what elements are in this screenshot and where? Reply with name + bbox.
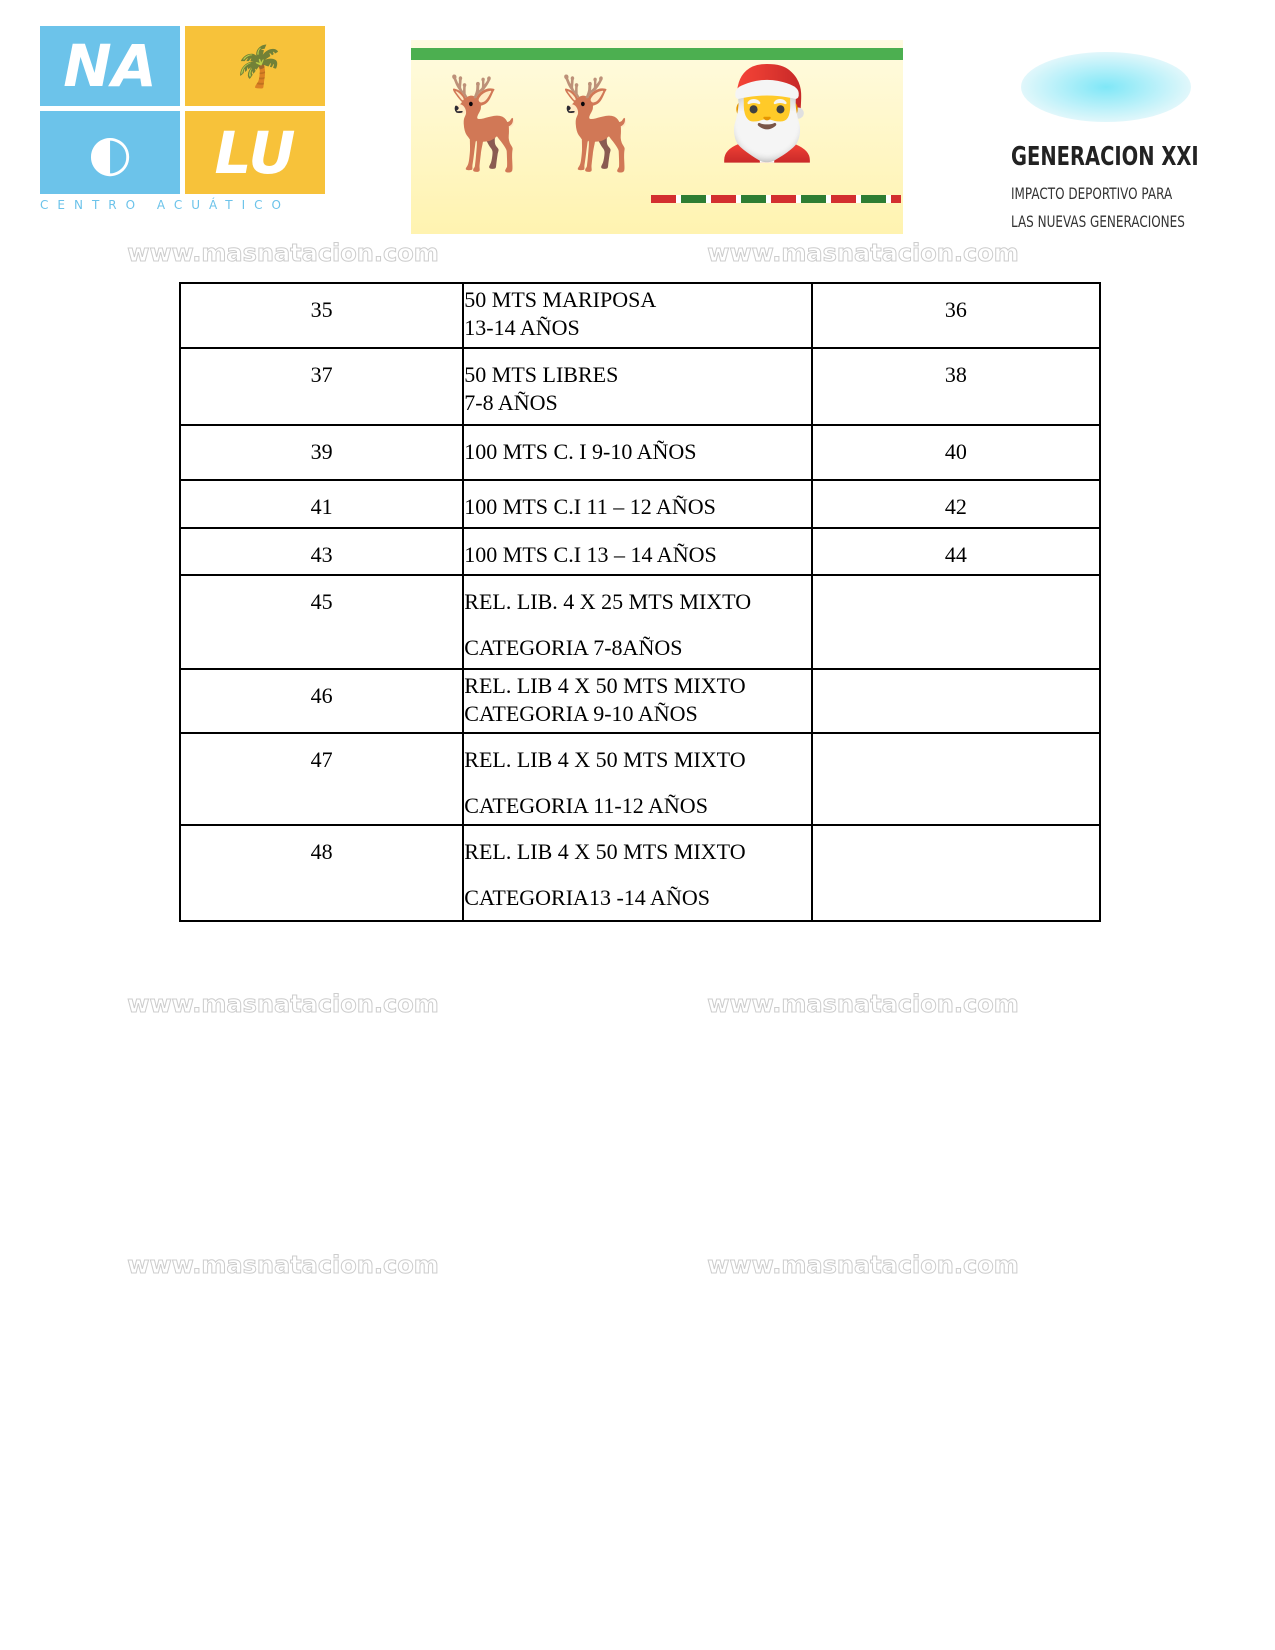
event-number-left: 37 [180, 348, 463, 425]
event-line: 100 MTS C.I 11 – 12 AÑOS [464, 494, 716, 519]
logo-text-na: NA [40, 26, 180, 106]
event-number-left: 39 [180, 425, 463, 480]
logo-text-lu: LU [185, 111, 325, 194]
event-line: CATEGORIA 9-10 AÑOS [464, 701, 698, 726]
event-line: 100 MTS C.I 13 – 14 AÑOS [464, 542, 717, 567]
event-number-right [812, 825, 1100, 921]
event-number-right: 44 [812, 528, 1100, 575]
event-number-left: 48 [180, 825, 463, 921]
logo-subtitle: CENTRO ACUÁTICO [40, 198, 290, 212]
event-number-right [812, 733, 1100, 825]
generacion-xxi-logo [991, 42, 1223, 237]
table-row [180, 575, 1100, 669]
event-line: CATEGORIA13 -14 AÑOS [464, 885, 710, 910]
event-line: CATEGORIA 7-8AÑOS [464, 635, 683, 660]
event-number-right: 36 [812, 283, 1100, 348]
event-line: 13-14 AÑOS [464, 315, 580, 340]
table-row [180, 528, 1100, 575]
event-description [463, 575, 811, 669]
event-number-left: 46 [180, 669, 463, 733]
logo-tagline-1: IMPACTO DEPORTIVO PARA [1011, 184, 1173, 203]
event-description [463, 283, 811, 348]
palm-tree-icon: 🌴 [185, 26, 325, 106]
event-line: REL. LIB 4 X 50 MTS MIXTO [464, 747, 746, 772]
event-line: 100 MTS C. I 9-10 AÑOS [464, 439, 697, 464]
event-number-right: 38 [812, 348, 1100, 425]
event-number-right: 42 [812, 480, 1100, 528]
events-table [179, 282, 1101, 922]
event-number-left: 41 [180, 480, 463, 528]
watermark: www.masnatacion.com [127, 239, 439, 267]
table-row [180, 733, 1100, 825]
table-row [180, 425, 1100, 480]
watermark: www.masnatacion.com [127, 990, 439, 1018]
lane-rope [651, 195, 901, 203]
table-row [180, 825, 1100, 921]
table-row [180, 283, 1100, 348]
watermark: www.masnatacion.com [707, 1251, 1019, 1279]
watermark: www.masnatacion.com [707, 990, 1019, 1018]
event-line: CATEGORIA 11-12 AÑOS [464, 793, 708, 818]
event-number-left: 47 [180, 733, 463, 825]
table-row [180, 669, 1100, 733]
event-line: REL. LIB. 4 X 25 MTS MIXTO [464, 589, 752, 614]
wave-icon: ◐ [40, 111, 180, 194]
crown-emblem-icon [1021, 52, 1191, 122]
event-description [463, 733, 811, 825]
nalu-logo [40, 26, 325, 219]
garland [411, 48, 903, 60]
event-line: REL. LIB 4 X 50 MTS MIXTO [464, 839, 746, 864]
event-line: 7-8 AÑOS [464, 390, 558, 415]
event-description [463, 348, 811, 425]
event-description [463, 825, 811, 921]
event-description [463, 669, 811, 733]
santa-icon: 🎅 [711, 65, 824, 164]
event-line: 50 MTS LIBRES [464, 362, 619, 387]
event-number-left: 35 [180, 283, 463, 348]
event-description [463, 425, 811, 480]
watermark: www.masnatacion.com [707, 239, 1019, 267]
event-description [463, 528, 811, 575]
logo-title: GENERACION XXI [1011, 142, 1199, 172]
event-number-left: 45 [180, 575, 463, 669]
table-row [180, 480, 1100, 528]
event-description [463, 480, 811, 528]
event-number-right [812, 669, 1100, 733]
logo-tagline-2: LAS NUEVAS GENERACIONES [1011, 212, 1185, 231]
table-row [180, 348, 1100, 425]
event-number-left: 43 [180, 528, 463, 575]
reindeer-icon: 🦌🦌 [431, 75, 656, 174]
event-line: REL. LIB 4 X 50 MTS MIXTO [464, 673, 746, 698]
watermark: www.masnatacion.com [127, 1251, 439, 1279]
event-number-right [812, 575, 1100, 669]
event-number-right: 40 [812, 425, 1100, 480]
christmas-illustration [411, 40, 903, 234]
event-line: 50 MTS MARIPOSA [464, 287, 657, 312]
